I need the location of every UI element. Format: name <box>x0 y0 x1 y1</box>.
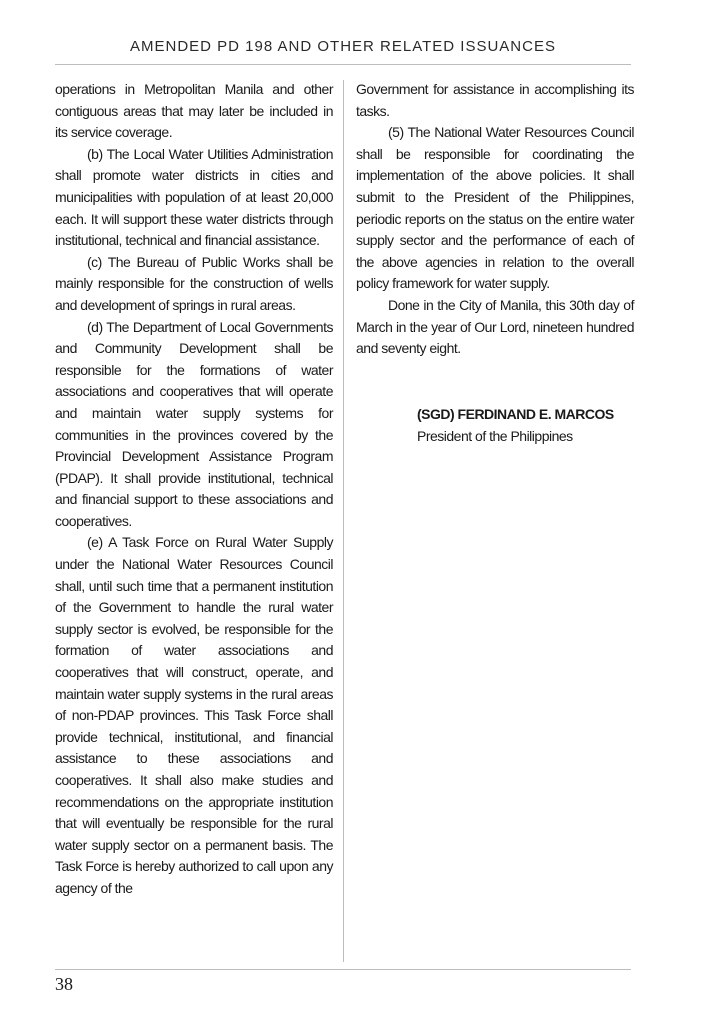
signatory-title: President of the Philippines <box>417 427 573 444</box>
left-paragraph-1: operations in Metropolitan Manila and other contiguous areas that may later be included in its service coverage. <box>55 81 333 141</box>
left-paragraph-5: (e) A Task Force on Rural Water Supply under the National Water Resources Council shall, until such time that a permanent institution of the Government to handle the rural water supply sector is evolved, be responsible for the formation of water associations and cooperatives that will construct, operate, and maintain water supply systems in the rural areas of non-PDAP provinces. This Task Force shall provide technical, institutional, and financial assistance to these associations and cooperatives. It shall also make studies and recommendations on the appropriate institution that will eventually be responsible for the rural water supply sector on a permanent basis. The Task Force is hereby authorized to call upon any agency of the <box>55 534 333 896</box>
header-rule <box>55 64 631 65</box>
footer-rule <box>55 969 631 970</box>
signatory-name: (SGD) FERDINAND E. MARCOS <box>417 406 614 422</box>
running-header: AMENDED PD 198 AND OTHER RELATED ISSUANCES <box>130 38 556 55</box>
left-column <box>55 79 333 900</box>
page-number: 38 <box>55 974 73 994</box>
left-paragraph-2: (b) The Local Water Utilities Administration shall promote water districts in cities and municipalities with population of at least 20,000 each. It will support these water districts through institutional, technical and financial assistance. <box>55 145 333 249</box>
right-column <box>356 79 634 360</box>
right-paragraph-3: Done in the City of Manila, this 30th day of March in the year of Our Lord, nineteen hundred and seventy eight. <box>356 296 634 357</box>
column-divider <box>343 80 344 962</box>
left-paragraph-3: (c) The Bureau of Public Works shall be mainly responsible for the construction of wells and development of springs in rural areas. <box>55 253 333 313</box>
signature-block <box>417 404 614 447</box>
right-paragraph-2: (5) The National Water Resources Council shall be responsible for coordinating the implementation of the above policies. It shall submit to the President of the Philippines, periodic reports on the status on the entire water supply sector and the performance of each of the above agencies in relation to the overall policy framework for water supply. <box>356 124 634 292</box>
left-paragraph-4: (d) The Department of Local Governments and Community Development shall be responsible for the formations of water associations and cooperatives that will operate and maintain water supply systems for communities in the provinces covered by the Provincial Development Assistance Program (PDAP). It shall provide institutional, technical and financial support to these associations and cooperatives. <box>55 318 333 529</box>
right-paragraph-1: Government for assistance in accomplishing its tasks. <box>356 81 634 119</box>
